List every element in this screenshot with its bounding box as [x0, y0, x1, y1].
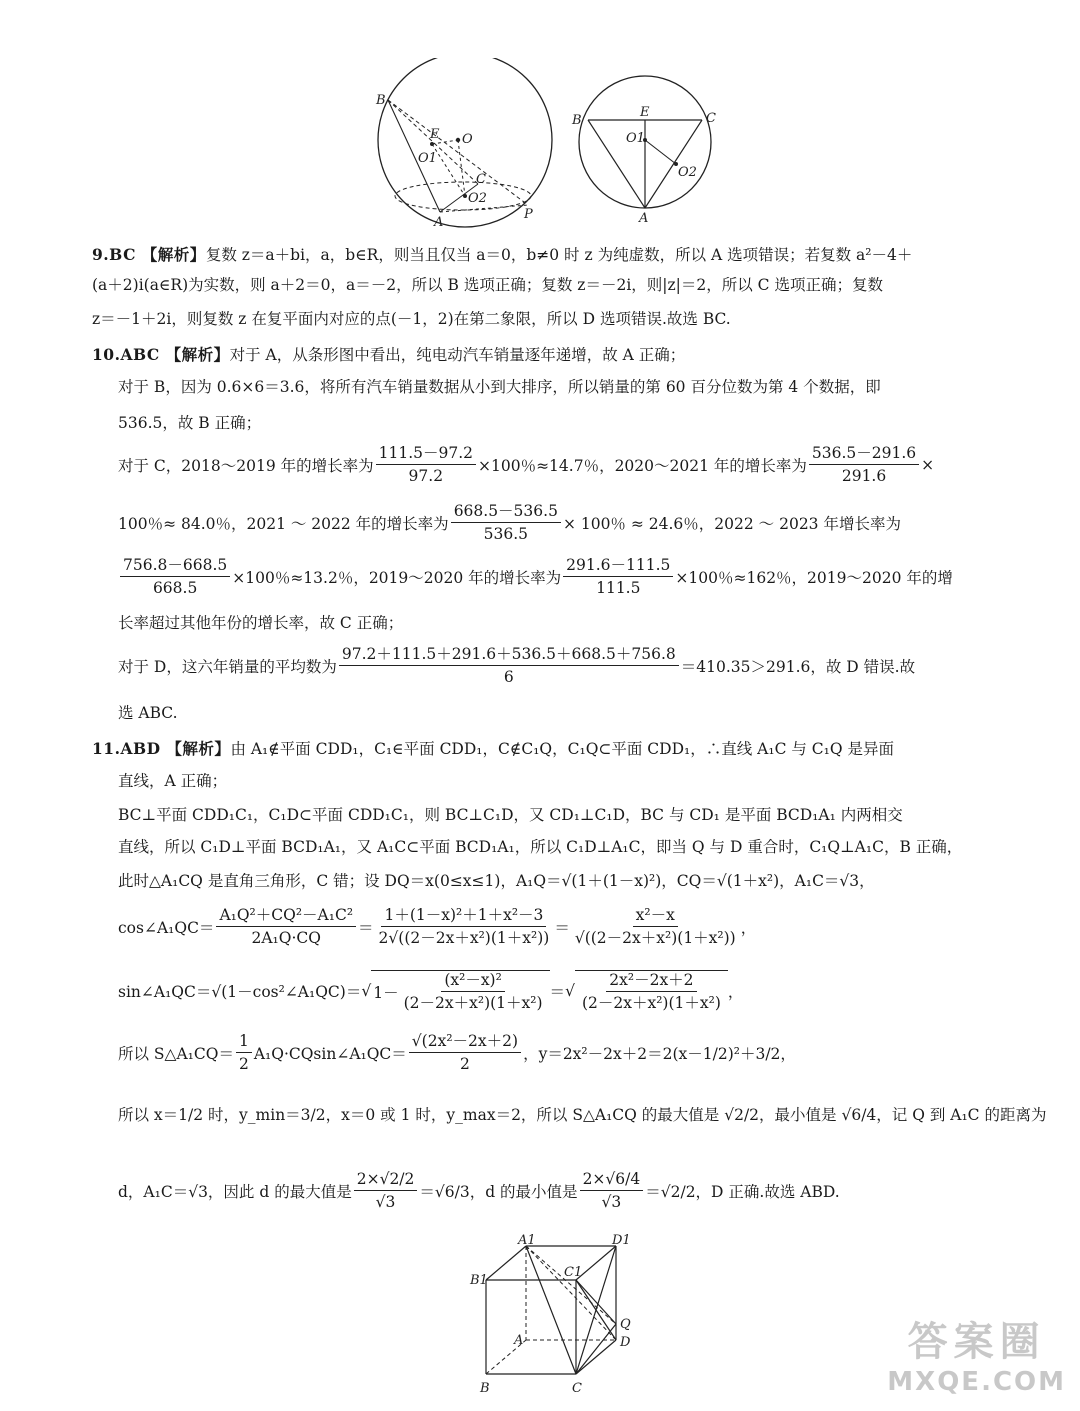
q11-d-line1: d，A₁C＝√3，因此 d 的最大值是	[118, 1182, 352, 1201]
q10-r2-pre: 100％≈ 84.0％，2021 ～ 2022 年的增长率为	[118, 514, 449, 533]
label-O2: O2	[468, 191, 487, 206]
q11-sin-row	[118, 970, 743, 1012]
label-A: A	[514, 1333, 524, 1348]
fraction	[563, 556, 673, 597]
denominator: 111.5	[596, 579, 641, 597]
denominator: (2－2x＋x²)(1＋x²)	[581, 994, 721, 1012]
label-B: B	[376, 93, 386, 108]
denominator: 2	[459, 1055, 470, 1073]
comma: ，	[727, 983, 744, 1001]
q10-text-1: 对于 A，从条形图中看出，纯电动汽车销量逐年递增，故 A 正确；	[229, 346, 686, 364]
numerator: 1	[236, 1032, 252, 1053]
numerator: (x²－x)²	[441, 971, 505, 992]
cube-figure	[464, 1232, 654, 1404]
sqrt-content	[371, 970, 549, 1012]
denominator: 291.6	[841, 467, 887, 485]
q11-line-3: BC⊥平面 CDD₁C₁，C₁D⊂平面 CDD₁C₁，则 BC⊥C₁D，又 CD₁⊥C₁D，BC 与 CD₁ 是平面 BCD₁A₁ 内两相交	[118, 806, 903, 824]
fraction	[354, 1170, 418, 1211]
sqrt-content	[575, 970, 728, 1012]
q11-s-pre: 所以 S△A₁CQ＝	[118, 1044, 234, 1063]
q11-cos-pre: cos∠A₁QC＝	[118, 918, 215, 937]
q10-c-mid: ×100％≈14.7％，2020～2021 年的增长率为	[478, 456, 807, 475]
label-A1: A1	[518, 1233, 536, 1248]
q10-line-5: 选 ABC.	[118, 704, 178, 722]
q10-r3-mid: ×100％≈13.2％，2019～2020 年的增长率为	[232, 568, 562, 587]
label-C1: C1	[564, 1265, 583, 1280]
q10-line-1	[92, 340, 992, 370]
label-O: O	[462, 132, 473, 147]
q9-line-1	[92, 240, 992, 270]
q10-d-pre: 对于 D，这六年销量的平均数为	[118, 657, 337, 676]
numerator: 291.6－111.5	[563, 556, 673, 577]
q11-line-1	[92, 734, 992, 764]
label-D1: D1	[612, 1233, 631, 1248]
numerator: 668.5－536.5	[451, 502, 561, 523]
q11-minmax-line: 所以 x＝1/2 时，y_min＝3/2，x＝0 或 1 时，y_max＝2，所以 S△A₁CQ 的最大值是 √2/2，最小值是 √6/4，记 Q 到 A₁C 的距离为	[118, 1106, 1047, 1124]
q10-c-row-3	[118, 556, 953, 597]
label-O1: O1	[418, 151, 437, 166]
q11-s-end: ，y＝2x²－2x＋2＝2(x－1/2)²＋3/2，	[523, 1044, 796, 1063]
fraction	[376, 444, 476, 485]
equals-sign: ＝	[554, 918, 570, 937]
fraction	[120, 556, 230, 597]
numerator: 2×√2/2	[354, 1170, 418, 1191]
fraction-half	[236, 1032, 252, 1073]
label-A: A	[639, 211, 649, 223]
numerator: A₁Q²＋CQ²－A₁C²	[216, 906, 356, 927]
q10-line-3: 536.5，故 B 正确；	[118, 414, 262, 432]
equals-sign: ＝	[358, 918, 374, 937]
fraction	[451, 502, 561, 543]
q11-line-4: 直线，所以 C₁D⊥平面 BCD₁A₁，又 A₁C⊂平面 BCD₁A₁，所以 C₁D⊥A₁C，即当 Q 与 D 重合时，C₁Q⊥A₁C，B 正确，	[118, 838, 963, 856]
numerator: 1＋(1－x)²＋1＋x²－3	[381, 906, 546, 927]
denominator: 2A₁Q·CQ	[251, 929, 321, 947]
q10-c-end: ×	[921, 455, 935, 474]
label-C: C	[476, 172, 486, 187]
q9-tag: 9.BC 【解析】	[92, 245, 206, 264]
label-D: D	[620, 1335, 631, 1350]
label-Q: Q	[620, 1317, 631, 1332]
denominator: 668.5	[152, 579, 198, 597]
q9-line-3: z＝－1＋2i，则复数 z 在复平面内对应的点(－1，2)在第二象限，所以 D 选项错误.故选 BC.	[92, 310, 731, 328]
circle-triangle-figure	[566, 68, 726, 223]
numerator: 2×√6/4	[580, 1170, 644, 1191]
q9-text-1: 复数 z＝a＋bi，a，b∈R，则当且仅当 a＝0，b≠0 时 z 为纯虚数，所以 A 选项错误；若复数 a²－4＋	[205, 246, 913, 264]
fraction	[376, 906, 553, 947]
watermark	[887, 1310, 1066, 1397]
denominator: 536.5	[483, 525, 528, 543]
numerator: 536.5－291.6	[809, 444, 919, 465]
label-C: C	[706, 111, 716, 126]
fraction	[339, 645, 679, 686]
q10-c-pre: 对于 C，2018～2019 年的增长率为	[118, 456, 374, 475]
numerator: x²－x	[633, 906, 678, 927]
q11-s-mid: A₁Q·CQsin∠A₁QC＝	[253, 1044, 407, 1063]
label-P: P	[524, 207, 533, 222]
numerator: 97.2＋111.5＋291.6＋536.5＋668.5＋756.8	[339, 645, 679, 666]
q10-line-4: 长率超过其他年份的增长率，故 C 正确；	[118, 614, 404, 632]
q11-area-row	[118, 1032, 796, 1073]
q11-text-1: 由 A₁∉平面 CDD₁，C₁∈平面 CDD₁，C∉C₁Q，C₁Q⊂平面 CDD₁，∴直线 A₁C 与 C₁Q 是异面	[230, 740, 894, 758]
q11-distance-row	[118, 1170, 840, 1211]
q10-d-row	[118, 645, 915, 686]
fraction	[580, 1170, 644, 1211]
denominator: 97.2	[408, 467, 444, 485]
q10-tag: 10.ABC 【解析】	[92, 345, 230, 364]
q11-d-line2: ＝√6/3，d 的最小值是	[419, 1182, 578, 1201]
q11-cos-row	[118, 906, 756, 947]
numerator: 2x²－2x＋2	[606, 971, 696, 992]
label-B: B	[572, 113, 582, 128]
sqrt-sign: √	[361, 982, 372, 1000]
label-A: A	[434, 215, 444, 228]
one-minus: 1－	[373, 983, 399, 1002]
sphere-figure	[368, 58, 563, 228]
comma: ，	[740, 918, 757, 937]
denominator: 2√((2－2x＋x²)(1＋x²))	[378, 929, 550, 947]
q10-d-end: ＝410.35＞291.6，故 D 错误.故	[680, 657, 916, 676]
q10-c-row-2	[118, 502, 901, 543]
fraction	[809, 444, 919, 485]
fraction	[579, 971, 724, 1012]
numerator: 756.8－668.5	[120, 556, 230, 577]
q10-r3-end: ×100％≈162％，2019～2020 年的增	[675, 568, 953, 587]
numerator: √(2x²－2x＋2)	[409, 1032, 521, 1053]
fraction	[401, 971, 546, 1012]
denominator: √3	[375, 1193, 396, 1211]
label-B1: B1	[470, 1273, 488, 1288]
q9-line-2: (a＋2)i(a∈R)为实数，则 a＋2＝0，a＝－2，所以 B 选项正确；复数 z＝－2i，则|z|＝2，所以 C 选项正确；复数	[92, 276, 883, 294]
q10-line-2: 对于 B，因为 0.6×6＝3.6，将所有汽车销量数据从小到大排序，所以销量的第 60 百分位数为第 4 个数据，即	[118, 378, 881, 396]
q10-r2-end: × 100％ ≈ 24.6％，2022 ～ 2023 年增长率为	[562, 514, 901, 533]
q11-sin-pre: sin∠A₁QC＝√(1－cos²∠A₁QC)＝	[118, 983, 362, 1001]
denominator: √3	[601, 1193, 622, 1211]
q11-d-line3: ＝√2/2，D 正确.故选 ABD.	[645, 1182, 840, 1201]
q11-tag: 11.ABD 【解析】	[92, 739, 231, 758]
label-O1: O1	[626, 131, 645, 146]
label-B: B	[480, 1381, 490, 1396]
label-E: E	[640, 105, 650, 120]
q11-line-2: 直线，A 正确；	[118, 772, 228, 790]
label-C: C	[572, 1381, 582, 1396]
fraction	[409, 1032, 521, 1073]
denominator: 2	[238, 1055, 249, 1073]
fraction	[216, 906, 356, 947]
q11-line-5: 此时△A₁CQ 是直角三角形，C 错；设 DQ＝x(0≤x≤1)，A₁Q＝√(1＋(1－x)²)，CQ＝√(1＋x²)，A₁C＝√3，	[118, 872, 875, 890]
label-O2: O2	[678, 165, 697, 180]
denominator: 6	[503, 668, 514, 686]
denominator: (2－2x＋x²)(1＋x²)	[403, 994, 543, 1012]
denominator: √((2－2x＋x²)(1＋x²))	[574, 929, 736, 947]
fraction	[572, 906, 739, 947]
label-E: E	[430, 127, 440, 142]
sqrt-sign: √	[565, 982, 575, 1000]
watermark-bottom: MXQE.COM	[887, 1367, 1066, 1397]
q10-c-row-1	[118, 444, 934, 485]
equals-sign: ＝	[549, 983, 566, 1001]
watermark-top: 答案圈	[907, 1319, 1046, 1365]
numerator: 111.5－97.2	[376, 444, 476, 465]
